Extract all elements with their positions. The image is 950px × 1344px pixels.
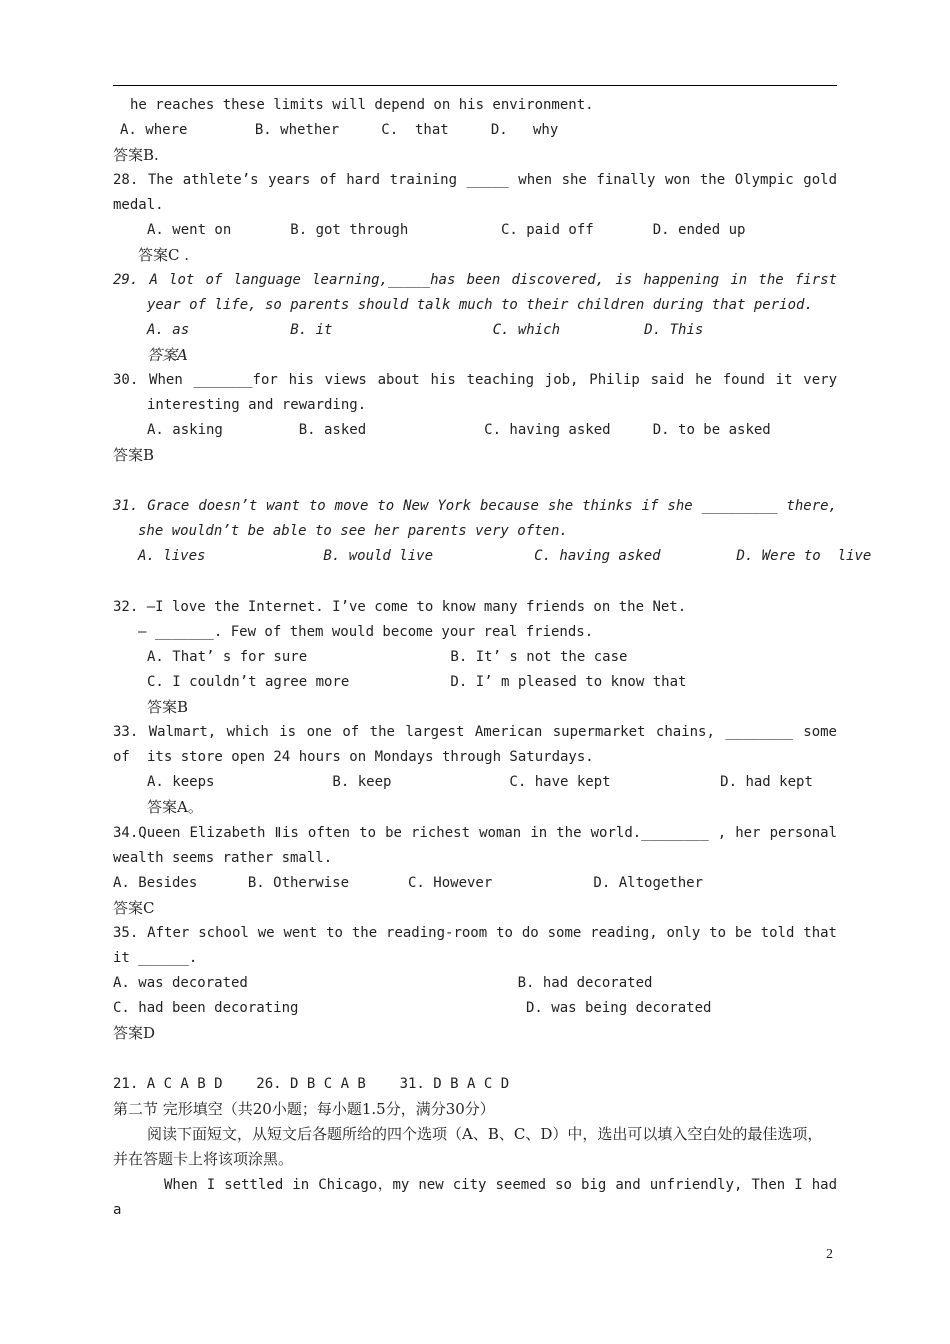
passage-line-cont: a [113,1202,122,1218]
q29-options: A. as B. it C. which D. This [147,322,704,338]
q35-options-cd: C. had been decorating D. was being decorated [113,1000,712,1016]
passage-line: When I settled in Chicago，my new city seemed so big and unfriendly, Then I had [164,1177,837,1193]
q33-options: A. keeps B. keep C. have kept D. had kept [147,774,813,790]
q30-answer: 答案B [113,446,155,464]
q27-options: A. where B. whether C. that D. why [120,122,559,138]
q32-stem: 32. —I love the Internet. I’ve come to know many friends on the Net. [113,599,687,615]
q35-answer: 答案D [113,1024,156,1042]
q35-stem: 35. After school we went to the reading-room to do some reading, only to be told that [113,925,837,941]
q35-options-ab: A. was decorated B. had decorated [113,975,653,991]
q31-options: A. lives B. would live C. having asked D. Were to live [138,548,872,564]
q31-stem-cont: she wouldn’t be able to see her parents very often. [138,523,568,539]
q29-answer: 答案A [147,346,188,364]
q28-answer: 答案C . [138,246,190,264]
q28-stem: 28. The athlete’s years of hard training _____ when she finally won the Olympic gold [113,172,837,188]
page-number: 2 [826,1247,833,1262]
q32-reply: — _______. Few of them would become your real friends. [138,624,594,640]
q34-stem: 34.Queen Elizabeth Ⅱis often to be richest woman in the world.________ , her personal [113,825,837,841]
section-heading: 第二节 完形填空（共20小题；每小题1.5分，满分30分） [113,1100,495,1118]
q27-answer: 答案B. [113,146,159,164]
q29-stem: 29. A lot of language learning,_____has been discovered, is happening in the first [113,272,837,288]
section-instructions: 阅读下面短文，从短文后各题所给的四个选项（A、B、C、D）中，选出可以填入空白处的最佳选项， [147,1125,823,1143]
q28-stem-cont: medal. [113,197,164,213]
q31-stem: 31. Grace doesn’t want to move to New York because she thinks if she _________ there, [113,498,837,514]
q33-stem: 33. Walmart, which is one of the largest American supermarket chains, ________ some of [113,724,837,765]
q34-answer: 答案C [113,899,155,917]
q30-stem: 30. When _______for his views about his teaching job, Philip said he found it very [113,372,837,388]
q35-stem-cont: it ______. [113,950,198,966]
header-rule [113,85,837,86]
q32-options-ab: A. That’ s for sure B. It’ s not the case [147,649,628,665]
q28-options: A. went on B. got through C. paid off D. ended up [147,222,746,238]
section-instructions-cont: 并在答题卡上将该项涂黑。 [113,1150,294,1168]
q30-options: A. asking B. asked C. having asked D. to be asked [147,422,771,438]
q33-stem-cont: its store open 24 hours on Mondays through Saturdays. [147,749,594,765]
q33-answer: 答案A。 [147,798,203,816]
q32-options-cd: C. I couldn’t agree more D. I’ m pleased to know that [147,674,687,690]
q34-options: A. Besides B. Otherwise C. However D. Altogether [113,875,704,891]
q32-answer: 答案B [147,698,189,716]
answer-key: 21. A C A B D 26. D B C A B 31. D B A C D [113,1076,510,1092]
q34-stem-cont: wealth seems rather small. [113,850,333,866]
q29-stem-cont: year of life, so parents should talk much to their children during that period. [147,297,813,313]
q30-stem-cont: interesting and rewarding. [147,397,367,413]
q27-tail: he reaches these limits will depend on his environment. [130,97,594,113]
